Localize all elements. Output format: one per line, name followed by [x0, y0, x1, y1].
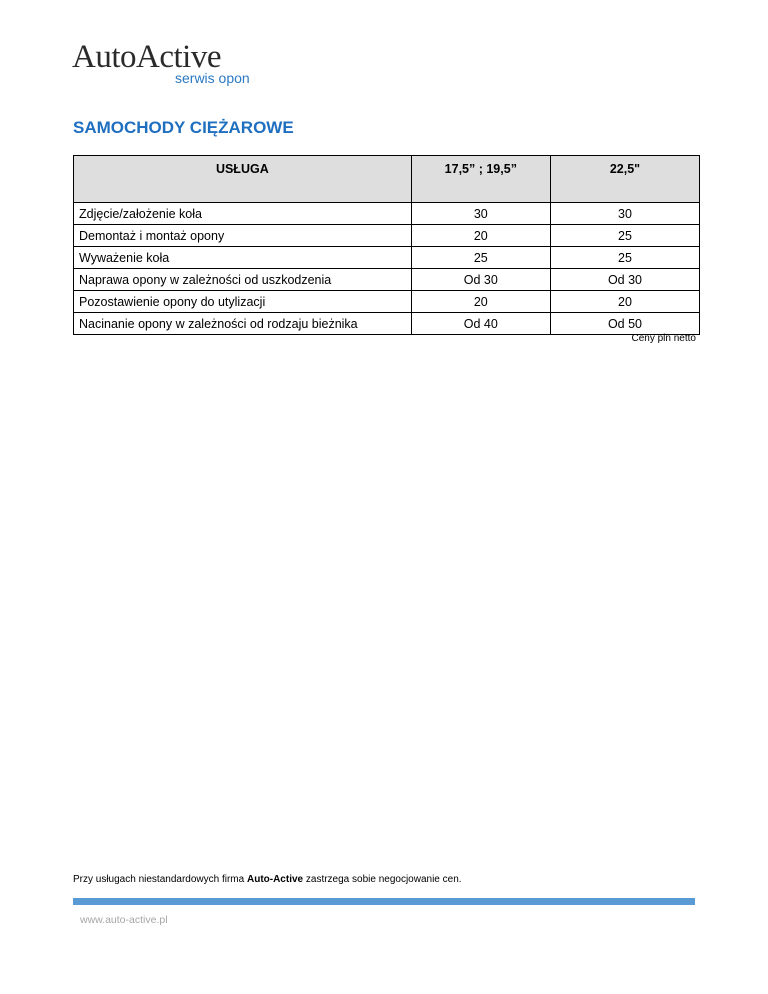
service-cell: Wyważenie koła	[74, 247, 412, 269]
section-title: SAMOCHODY CIĘŻAROWE	[73, 118, 294, 137]
price-table	[73, 155, 700, 335]
price-cell: Od 50	[550, 313, 699, 335]
footer-company: Auto-Active	[246, 874, 304, 885]
price-cell: 30	[411, 203, 550, 225]
price-cell: 20	[411, 291, 550, 313]
header-size-22: 22,5"	[550, 156, 699, 203]
price-cell: 25	[550, 225, 699, 247]
table-row	[74, 291, 700, 313]
service-cell: Nacinanie opony w zależności od rodzaju bieżnika	[74, 313, 412, 335]
service-cell: Demontaż i montaż opony	[74, 225, 412, 247]
logo	[72, 39, 262, 86]
price-cell: Od 30	[411, 269, 550, 291]
footer-url: www.auto-active.pl	[80, 914, 168, 926]
service-cell: Zdjęcie/założenie koła	[74, 203, 412, 225]
price-cell: 20	[550, 291, 699, 313]
service-cell: Pozostawienie opony do utylizacji	[74, 291, 412, 313]
service-cell: Naprawa opony w zależności od uszkodzenia	[74, 269, 412, 291]
footer-divider	[73, 898, 695, 905]
price-cell: Od 40	[411, 313, 550, 335]
footer-text-before: Przy usługach niestandardowych firma	[73, 874, 247, 885]
price-cell: 20	[411, 225, 550, 247]
price-cell: 30	[550, 203, 699, 225]
table-row	[74, 269, 700, 291]
header-service: USŁUGA	[74, 156, 412, 203]
table-row	[74, 247, 700, 269]
price-note: Ceny pln netto	[631, 333, 696, 344]
price-cell: 25	[550, 247, 699, 269]
logo-name: AutoActive	[72, 39, 221, 75]
header-size-17-19: 17,5” ; 19,5”	[411, 156, 550, 203]
table-row	[74, 313, 700, 335]
table-row	[74, 203, 700, 225]
price-cell: 25	[411, 247, 550, 269]
table-header-row	[74, 156, 700, 203]
table-row	[74, 225, 700, 247]
price-cell: Od 30	[550, 269, 699, 291]
footer-disclaimer	[73, 874, 462, 885]
footer-text-after: zastrzega sobie negocjowanie cen.	[303, 874, 462, 885]
logo-tagline: serwis opon	[175, 70, 250, 86]
